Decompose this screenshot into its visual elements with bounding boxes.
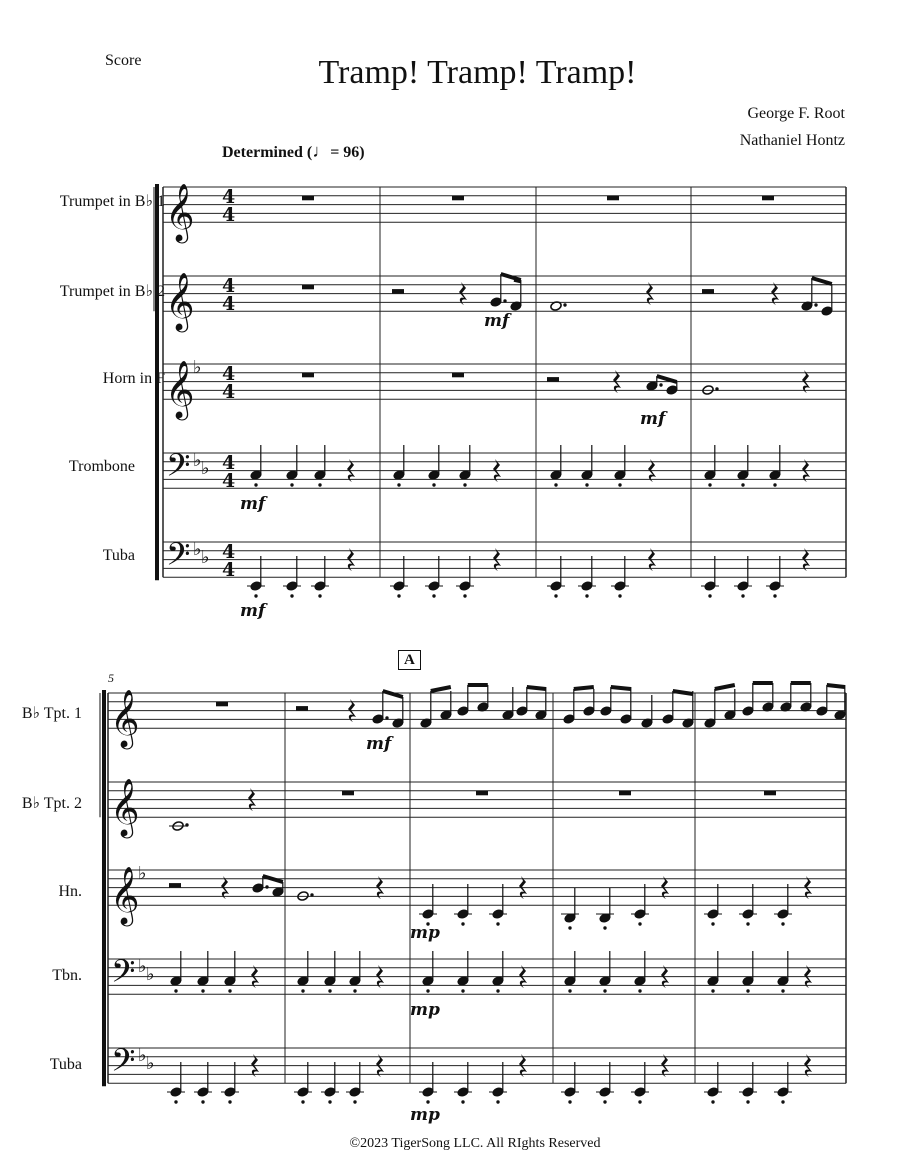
staccato-dot <box>554 483 557 486</box>
whole-rest <box>764 791 776 796</box>
quarter-note-icon: ♩ <box>312 141 331 161</box>
secondary-beam <box>514 280 521 282</box>
staccato-dot <box>254 594 257 597</box>
staccato-dot <box>585 483 588 486</box>
augmentation-dot <box>814 303 817 306</box>
dynamic-mf: mf <box>640 409 666 429</box>
beam <box>383 691 403 697</box>
staccato-dot <box>432 594 435 597</box>
staccato-dot <box>618 483 621 486</box>
dynamic-mp: mp <box>410 1105 440 1125</box>
tempo-value: = 96) <box>330 144 365 161</box>
staccato-dot <box>746 922 749 925</box>
instrument-label-trombone: Trombone <box>68 458 135 475</box>
whole-rest <box>302 285 314 290</box>
staccato-dot <box>711 922 714 925</box>
staccato-dot <box>554 594 557 597</box>
half-rest <box>547 377 559 382</box>
staccato-dot <box>568 926 571 929</box>
staccato-dot <box>781 1100 784 1103</box>
dynamic-mp: mp <box>410 1000 440 1020</box>
piece-title: Tramp! Tramp! Tramp! <box>318 54 637 91</box>
time-signature-top: 4 <box>222 541 236 563</box>
bass-clef-icon: 𝄢 <box>111 1042 136 1086</box>
staccato-dot <box>290 483 293 486</box>
flat-icon: ♭ <box>138 863 147 884</box>
augmentation-dot <box>385 716 388 719</box>
treble-clef-icon: 𝄞 <box>110 866 140 924</box>
arranger-credit: Nathaniel Hontz <box>739 132 845 149</box>
staccato-dot <box>781 989 784 992</box>
beam <box>431 687 451 691</box>
instrument-label-tuba: Tuba <box>102 547 135 564</box>
staccato-dot <box>353 1100 356 1103</box>
staccato-dot <box>463 594 466 597</box>
time-signature-top: 4 <box>222 363 236 385</box>
flat-icon: ♭ <box>193 357 202 378</box>
staccato-dot <box>711 989 714 992</box>
staccato-dot <box>461 989 464 992</box>
staccato-dot <box>328 1100 331 1103</box>
instrument-label-trumpet-1-short: B♭ Tpt. 1 <box>21 705 82 722</box>
staccato-dot <box>461 1100 464 1103</box>
augmentation-dot <box>563 303 566 306</box>
staccato-dot <box>461 922 464 925</box>
instrument-label-trumpet-2-short: B♭ Tpt. 2 <box>21 795 82 812</box>
staccato-dot <box>746 989 749 992</box>
flat-icon: ♭ <box>201 547 210 568</box>
half-rest <box>392 289 404 294</box>
whole-rest <box>216 702 228 707</box>
staccato-dot <box>638 989 641 992</box>
bass-clef-icon: 𝄢 <box>111 953 136 997</box>
time-signature-bottom: 4 <box>222 293 236 315</box>
whole-rest <box>452 196 464 201</box>
staccato-dot <box>353 989 356 992</box>
staccato-dot <box>426 989 429 992</box>
staccato-dot <box>603 926 606 929</box>
instrument-label-trombone-short: Tbn. <box>52 967 82 984</box>
composer-credit: George F. Root <box>747 105 845 122</box>
staccato-dot <box>568 989 571 992</box>
half-rest <box>296 706 308 711</box>
staccato-dot <box>397 483 400 486</box>
whole-rest <box>607 196 619 201</box>
staccato-dot <box>708 594 711 597</box>
flat-icon: ♭ <box>193 539 202 560</box>
beam <box>527 687 546 689</box>
dynamic-mf: mf <box>366 734 392 754</box>
dynamic-mf: mf <box>240 494 266 514</box>
staccato-dot <box>201 1100 204 1103</box>
staccato-dot <box>781 922 784 925</box>
staccato-dot <box>568 1100 571 1103</box>
copyright-footer: ©2023 TigerSong LLC. All RIghts Reserved <box>349 1136 601 1151</box>
staccato-dot <box>496 1100 499 1103</box>
half-rest <box>702 289 714 294</box>
treble-clef-icon: 𝄞 <box>165 360 195 418</box>
bass-clef-icon: 𝄢 <box>166 447 191 491</box>
instrument-label-tuba-short: Tuba <box>49 1056 82 1073</box>
staccato-dot <box>228 989 231 992</box>
staccato-dot <box>328 989 331 992</box>
flat-icon: ♭ <box>193 450 202 471</box>
staccato-dot <box>618 594 621 597</box>
staccato-dot <box>397 594 400 597</box>
staccato-dot <box>746 1100 749 1103</box>
flat-icon: ♭ <box>201 458 210 479</box>
whole-rest <box>619 791 631 796</box>
instrument-label-horn-short: Hn. <box>58 883 82 900</box>
staccato-dot <box>638 1100 641 1103</box>
staccato-dot <box>496 922 499 925</box>
treble-clef-icon: 𝄞 <box>165 183 195 241</box>
staccato-dot <box>741 483 744 486</box>
treble-clef-icon: 𝄞 <box>110 689 140 747</box>
flat-icon: ♭ <box>146 964 155 985</box>
dynamic-mf: mf <box>484 311 510 331</box>
staccato-dot <box>741 594 744 597</box>
bass-clef-icon: 𝄢 <box>166 536 191 580</box>
time-signature-bottom: 4 <box>222 559 236 581</box>
instrument-label-horn: Horn in F <box>102 370 165 387</box>
augmentation-dot <box>715 387 718 390</box>
whole-rest <box>302 373 314 378</box>
time-signature-bottom: 4 <box>222 204 236 226</box>
beam <box>827 685 845 687</box>
time-signature-bottom: 4 <box>222 470 236 492</box>
staccato-dot <box>290 594 293 597</box>
beam <box>673 691 693 694</box>
staccato-dot <box>773 483 776 486</box>
beam <box>812 278 832 284</box>
augmentation-dot <box>265 885 268 888</box>
augmentation-dot <box>310 893 313 896</box>
staccato-dot <box>638 922 641 925</box>
whole-rest <box>452 373 464 378</box>
score-label: Score <box>105 52 142 69</box>
staccato-dot <box>174 1100 177 1103</box>
staccato-dot <box>432 483 435 486</box>
time-signature-bottom: 4 <box>222 381 236 403</box>
tempo-text: Determined ( <box>222 144 313 161</box>
dynamic-mf: mf <box>240 601 266 621</box>
staccato-dot <box>426 1100 429 1103</box>
staccato-dot <box>228 1100 231 1103</box>
whole-rest <box>476 791 488 796</box>
staccato-dot <box>318 594 321 597</box>
staccato-dot <box>711 1100 714 1103</box>
beam <box>715 685 735 689</box>
time-signature-top: 4 <box>222 275 236 297</box>
augmentation-dot <box>659 383 662 386</box>
beam <box>611 687 631 689</box>
staccato-dot <box>318 483 321 486</box>
half-rest <box>169 883 181 888</box>
staccato-dot <box>301 989 304 992</box>
flat-icon: ♭ <box>138 1045 147 1066</box>
staccato-dot <box>496 989 499 992</box>
time-signature-top: 4 <box>222 186 236 208</box>
staccato-dot <box>603 1100 606 1103</box>
staccato-dot <box>463 483 466 486</box>
staccato-dot <box>254 483 257 486</box>
instrument-label-trumpet-1: Trumpet in B♭ 1 <box>59 193 165 210</box>
staccato-dot <box>603 989 606 992</box>
staccato-dot <box>708 483 711 486</box>
staccato-dot <box>301 1100 304 1103</box>
instrument-label-trumpet-2: Trumpet in B♭ 2 <box>59 283 165 300</box>
flat-icon: ♭ <box>138 956 147 977</box>
measure-number: 5 <box>108 671 114 685</box>
treble-clef-icon: 𝄞 <box>165 272 195 330</box>
rehearsal-mark: A <box>398 650 421 670</box>
staccato-dot <box>174 989 177 992</box>
flat-icon: ♭ <box>146 1053 155 1074</box>
whole-rest <box>762 196 774 201</box>
beam <box>574 687 594 689</box>
staccato-dot <box>585 594 588 597</box>
augmentation-dot <box>503 299 506 302</box>
dynamic-mp: mp <box>410 923 440 943</box>
time-signature-top: 4 <box>222 452 236 474</box>
whole-rest <box>342 791 354 796</box>
staccato-dot <box>773 594 776 597</box>
treble-clef-icon: 𝄞 <box>110 778 140 836</box>
whole-rest <box>302 196 314 201</box>
staccato-dot <box>201 989 204 992</box>
